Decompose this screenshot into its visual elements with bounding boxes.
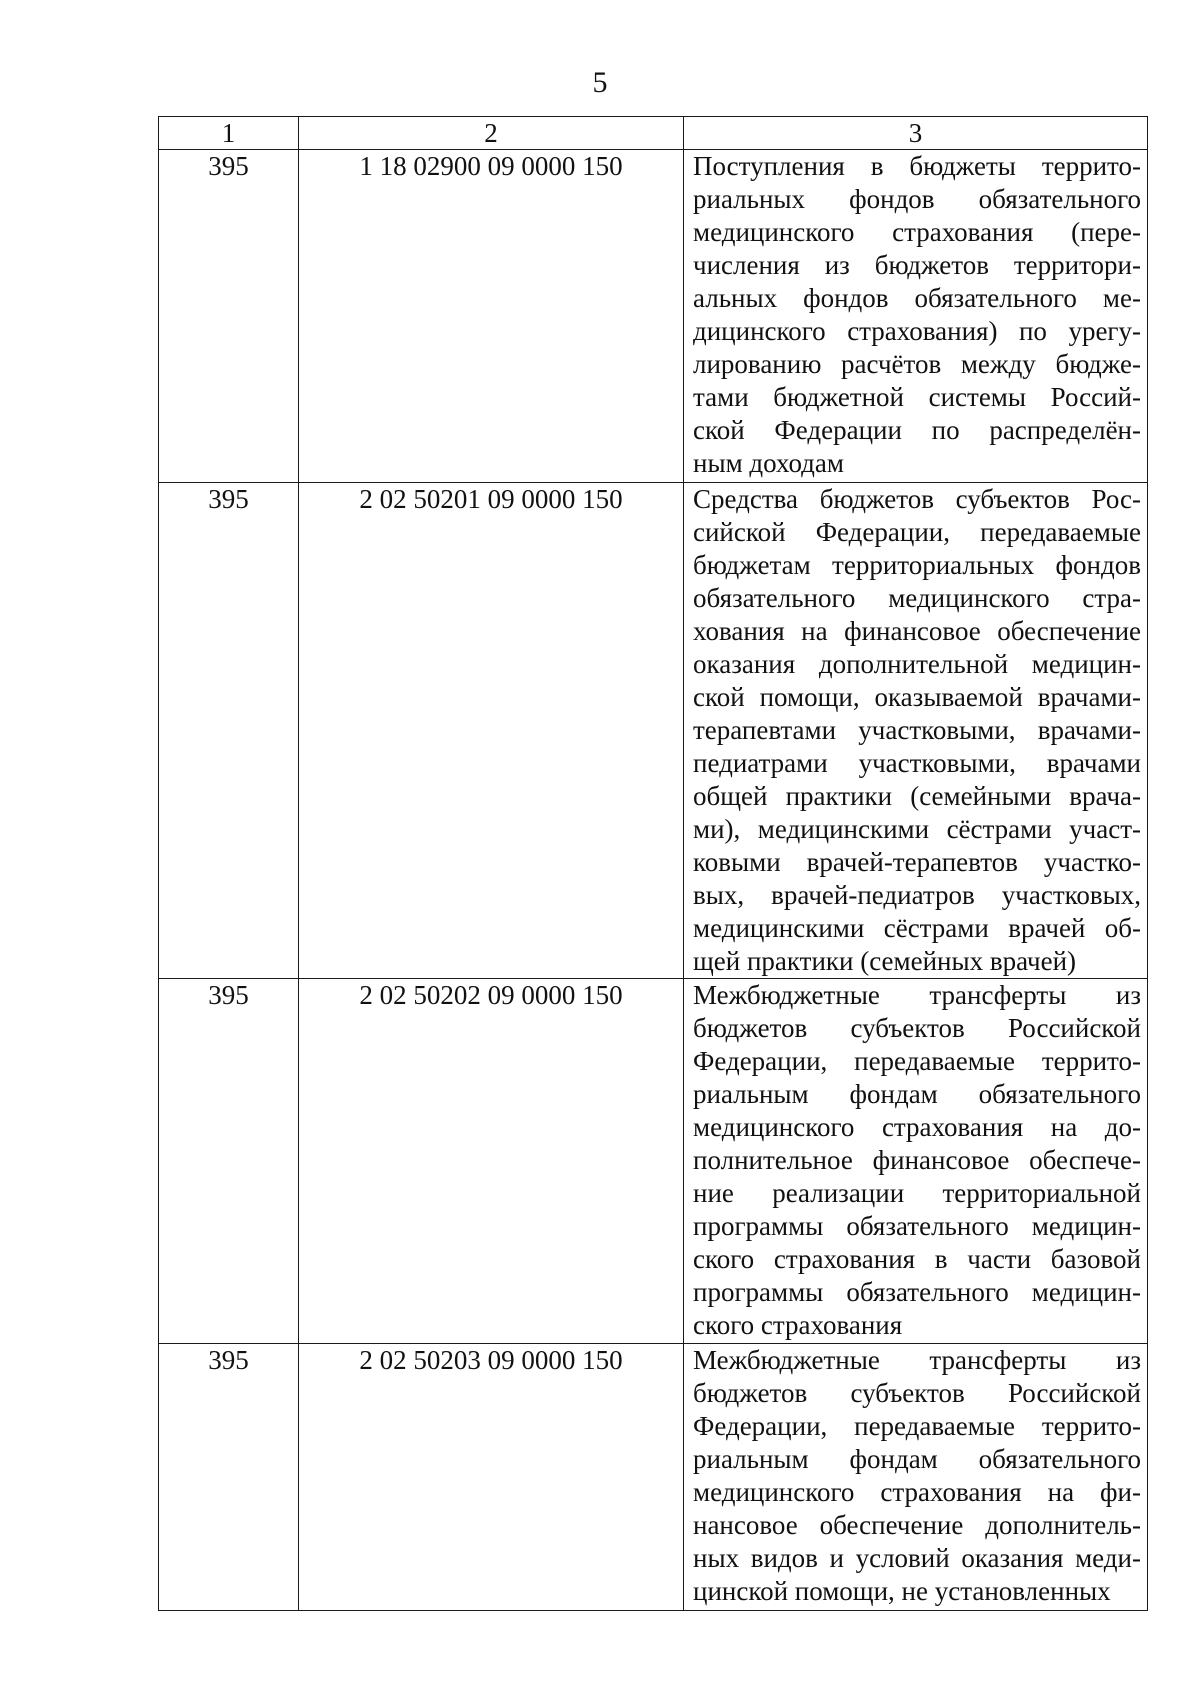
- description-line: бюджетов субъектов Российской: [693, 1013, 1141, 1043]
- description-line: Федерации, передаваемые террито-: [693, 1046, 1141, 1076]
- description-line: альных фондов обязательного ме-: [693, 283, 1141, 313]
- admin-code-cell: 395: [159, 483, 299, 979]
- description-line: программы обязательного медицин-: [693, 1277, 1141, 1307]
- column-header-1: 1: [159, 117, 299, 150]
- description-line: дицинского страхования) по урегу-: [693, 316, 1141, 346]
- description-line: ского страхования: [693, 1310, 903, 1340]
- document-table: [158, 116, 1148, 1611]
- description-line: риальным фондам обязательного: [693, 1444, 1141, 1474]
- admin-code-cell: 395: [159, 979, 299, 1344]
- table-row: [159, 979, 1148, 1344]
- description-line: ных видов и условий оказания меди-: [693, 1543, 1141, 1573]
- description-line: Средства бюджетов субъектов Рос-: [693, 484, 1141, 514]
- description-line: числения из бюджетов территори-: [693, 250, 1141, 280]
- description-line: Межбюджетные трансферты из: [693, 980, 1141, 1010]
- description-line: Федерации, передаваемые террито-: [693, 1411, 1141, 1441]
- description-line: ской помощи, оказываемой врачами-: [693, 682, 1141, 712]
- description-line: бюджетам территориальных фондов: [693, 550, 1141, 580]
- description-cell: [684, 979, 1148, 1344]
- description-line: Межбюджетные трансферты из: [693, 1345, 1141, 1375]
- description-line: медицинского страхования (пере-: [693, 217, 1141, 247]
- description-line: педиатрами участковыми, врачами: [693, 748, 1141, 778]
- description-line: медицинского страхования на фи-: [693, 1477, 1141, 1507]
- description-line: цинской помощи, не установленных: [693, 1576, 1111, 1606]
- table-row: [159, 150, 1148, 483]
- admin-code-cell: 395: [159, 1344, 299, 1611]
- description-line: оказания дополнительной медицин-: [693, 649, 1141, 679]
- description-cell: [684, 1344, 1148, 1611]
- description-line: полнительное финансовое обеспече-: [693, 1145, 1141, 1175]
- description-line: нансовое обеспечение дополнитель-: [693, 1510, 1141, 1540]
- description-line: лированию расчётов между бюдже-: [693, 349, 1141, 379]
- table-row: [159, 1344, 1148, 1611]
- description-line: сийской Федерации, передаваемые: [693, 517, 1141, 547]
- description-line: риальным фондам обязательного: [693, 1079, 1141, 1109]
- description-line: ние реализации территориальной: [693, 1178, 1141, 1208]
- description-cell: [684, 150, 1148, 483]
- description-line: ковыми врачей-терапевтов участко-: [693, 847, 1141, 877]
- page-number: 5: [592, 66, 608, 99]
- description-line: терапевтами участковыми, врачами-: [693, 715, 1141, 745]
- table-header-row: [159, 117, 1148, 150]
- description-line: медицинскими сёстрами врачей об-: [693, 913, 1141, 943]
- kbk-code-cell: 2 02 50203 09 0000 150: [299, 1344, 684, 1611]
- table-row: [159, 483, 1148, 979]
- kbk-code-cell: 2 02 50201 09 0000 150: [299, 483, 684, 979]
- description-line: щей практики (семейных врачей): [693, 946, 1077, 976]
- description-cell: [684, 483, 1148, 979]
- description-line: тами бюджетной системы Россий-: [693, 382, 1141, 412]
- kbk-code-cell: 2 02 50202 09 0000 150: [299, 979, 684, 1344]
- column-header-3: 3: [684, 117, 1148, 150]
- description-line: медицинского страхования на до-: [693, 1112, 1141, 1142]
- description-line: обязательного медицинского стра-: [693, 583, 1141, 613]
- admin-code-cell: 395: [159, 150, 299, 483]
- kbk-code-cell: 1 18 02900 09 0000 150: [299, 150, 684, 483]
- description-line: бюджетов субъектов Российской: [693, 1378, 1141, 1408]
- description-line: ской Федерации по распределён-: [693, 415, 1141, 445]
- description-line: риальных фондов обязательного: [693, 184, 1141, 214]
- description-line: ми), медицинскими сёстрами участ-: [693, 814, 1141, 844]
- column-header-2: 2: [299, 117, 684, 150]
- description-line: программы обязательного медицин-: [693, 1211, 1141, 1241]
- description-line: хования на финансовое обеспечение: [693, 616, 1141, 646]
- description-line: ным доходам: [693, 448, 844, 478]
- description-line: общей практики (семейными врача-: [693, 781, 1141, 811]
- description-line: ского страхования в части базовой: [693, 1244, 1141, 1274]
- description-line: Поступления в бюджеты террито-: [693, 151, 1141, 181]
- description-line: вых, врачей-педиатров участковых,: [693, 880, 1141, 910]
